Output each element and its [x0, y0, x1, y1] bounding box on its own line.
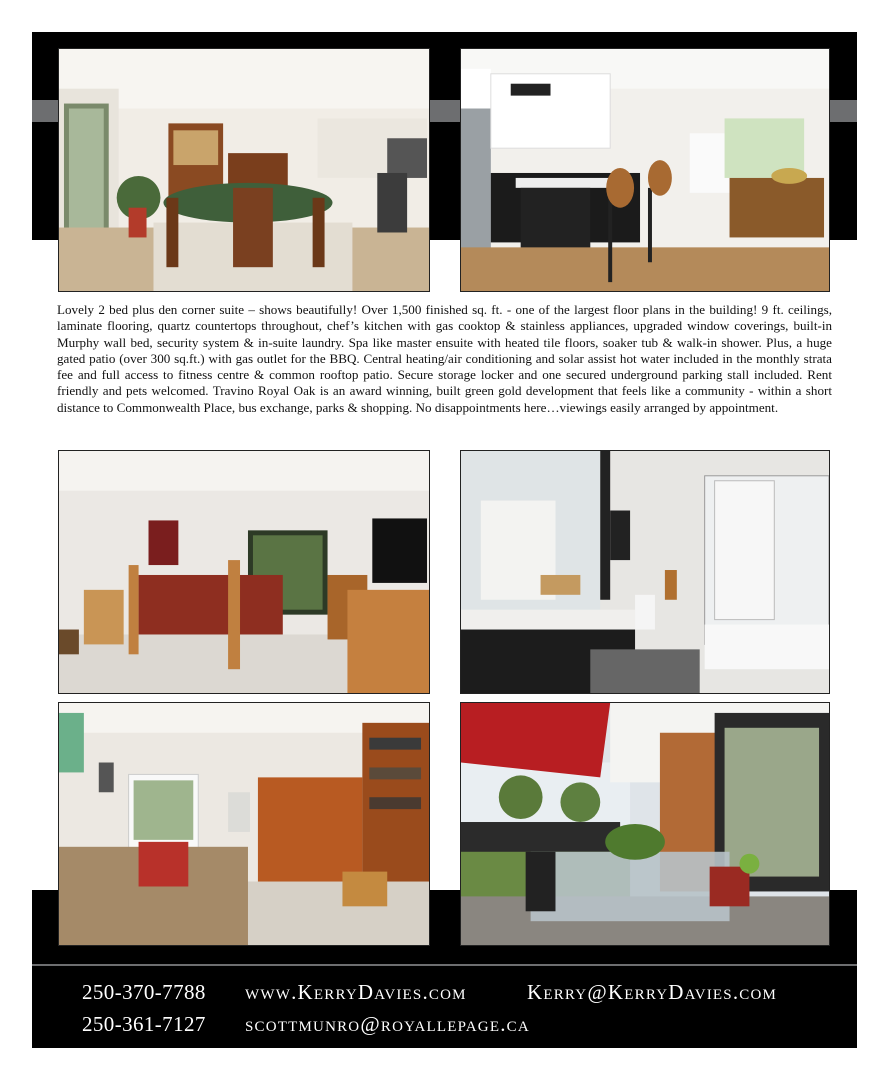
phone-number-1: 250-370-7788 — [82, 980, 206, 1004]
website-link[interactable]: www.KerryDavies.com — [245, 980, 467, 1004]
email-link-scott[interactable]: scottmunro@royallepage.ca — [245, 1012, 530, 1036]
bedroom-photo — [58, 450, 430, 694]
dining-room-photo — [58, 48, 430, 292]
kitchen-photo — [460, 48, 830, 292]
bathroom-photo — [460, 450, 830, 694]
listing-description: Lovely 2 bed plus den corner suite – shows beautifully! Over 1,500 finished sq. ft. - one of the largest floor plans in the building! 9 ft. ceilings, laminate flooring, quartz countertops throughout, chef’s kitchen with gas cooktop & stainless appliances, upgraded window coverings, built-in Murphy wall bed, security system & in-suite laundry. Spa like master ensuite with heated tile floors, soaker tub & walk-in shower. Plus, a huge gated patio (over 300 sq.ft.) with gas outlet for the BBQ. Central heating/air conditioning and solar assist hot water included in the monthly strata fee and full access to fitness centre & common rooftop patio. Secure storage locker and one secured underground parking stall included. Rent friendly and pets welcomed. Travino Royal Oak is an award winning, built green gold development that feels like a community - within a short distance to Commonwealth Place, bus exchange, parks & shopping. No disappointments here…viewings easily arranged by appointment. — [57, 302, 832, 415]
patio-photo — [460, 702, 830, 946]
phone-number-2: 250-361-7127 — [82, 1012, 206, 1036]
email-link-kerry[interactable]: Kerry@KerryDavies.com — [527, 980, 778, 1004]
top-left-grey-tab — [32, 100, 58, 122]
den-photo — [58, 702, 430, 946]
contact-footer — [32, 966, 857, 1048]
top-mid-grey-tab — [430, 100, 460, 122]
top-right-grey-tab — [830, 100, 857, 122]
